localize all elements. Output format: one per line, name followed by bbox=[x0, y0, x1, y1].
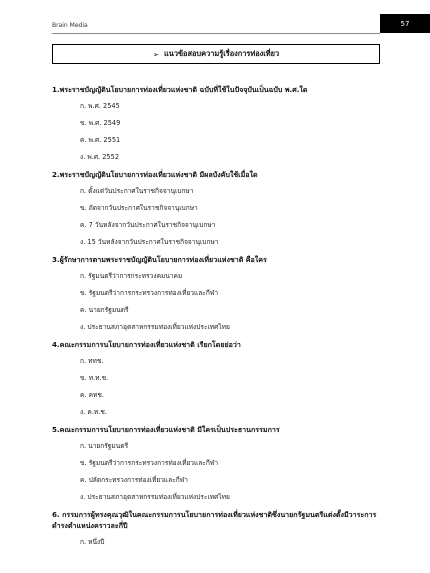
question-list bbox=[52, 84, 392, 554]
header-brand: Brain Media bbox=[52, 22, 88, 29]
question-3-option-a: ก. รัฐมนตรีว่าการกระทรวงคมนาคม bbox=[80, 272, 183, 280]
question-5-option-b: ข. รัฐมนตรีว่าการกระทรวงการท่องเที่ยวและกีฬา bbox=[80, 459, 219, 467]
question-1-option-a: ก. พ.ศ. 2545 bbox=[80, 102, 120, 110]
question-2: 2.พระราชบัญญัตินโยบายการท่องเที่ยวแห่งชาติ มีผลบังคับใช้เมื่อใด bbox=[52, 170, 258, 179]
question-1-option-d: ง. พ.ศ. 2552 bbox=[80, 153, 120, 161]
question-4-option-b: ข. ท.ท.ช. bbox=[80, 374, 109, 382]
page-number-badge bbox=[380, 14, 430, 33]
question-1-option-b: ข. พ.ศ. 2549 bbox=[80, 119, 121, 127]
question-5: 5.คณะกรรมการนโยบายการท่องเที่ยวแห่งชาติ มีใครเป็นประธานกรรมการ bbox=[52, 425, 280, 434]
question-3: 3.ผู้รักษาการตามพระราชบัญญัตินโยบายการท่องเที่ยวแห่งชาติ คือใคร bbox=[52, 255, 267, 264]
question-3-option-b: ข. รัฐมนตรีว่าการกระทรวงการท่องเที่ยวและกีฬา bbox=[80, 289, 219, 297]
page-number: 57 bbox=[400, 19, 410, 28]
question-2-option-a: ก. ตั้งแต่วันประกาศในราชกิจจานุเบกษา bbox=[80, 187, 194, 195]
question-3-option-c: ค. นายกรัฐมนตรี bbox=[80, 306, 129, 314]
question-4-option-a: ก. ททช. bbox=[80, 357, 104, 365]
question-4-option-d: ง. ค.ท.ช. bbox=[80, 408, 107, 416]
section-title-box bbox=[52, 44, 380, 64]
question-6-option-a: ก. หนึ่งปี bbox=[80, 538, 105, 546]
section-title: แนวข้อสอบความรู้เรื่องการท่องเที่ยว bbox=[164, 49, 280, 58]
question-5-option-d: ง. ประธานสภาอุตสาหกรรมท่องเที่ยวแห่งประเทศไทย bbox=[80, 493, 230, 501]
question-6: 6. กรรมการผู้ทรงคุณวุฒิในคณะกรรมการนโยบายการท่องเที่ยวแห่งชาติซึ่งนายกรัฐมนตรีแต่งตั้งมีวาระการดำรงตำแหน่งคราวละกี่ปี bbox=[52, 510, 377, 530]
question-4: 4.คณะกรรมการนโยบายการท่องเที่ยวแห่งชาติ เรียกโดยย่อว่า bbox=[52, 340, 241, 349]
question-1: 1.พระราชบัญญัตินโยบายการท่องเที่ยวแห่งชาติ ฉบับที่ใช้ในปัจจุบันเป็นฉบับ พ.ศ.ใด bbox=[52, 85, 308, 94]
question-2-option-b: ข. ถัดจากวันประกาศในราชกิจจานุเบกษา bbox=[80, 204, 198, 212]
arrow-icon: ➢ bbox=[152, 49, 160, 59]
header-divider bbox=[52, 33, 380, 34]
question-4-option-c: ค. คทช. bbox=[80, 391, 104, 399]
question-5-option-a: ก. นายกรัฐมนตรี bbox=[80, 442, 129, 450]
question-1-option-c: ค. พ.ศ. 2551 bbox=[80, 136, 121, 144]
question-5-option-c: ค. ปลัดกระทรวงการท่องเที่ยวและกีฬา bbox=[80, 476, 188, 484]
question-2-option-c: ค. 7 วันหลังจากวันประกาศในราชกิจจานุเบกษา bbox=[80, 221, 216, 229]
question-2-option-d: ง. 15 วันหลังจากวันประกาศในราชกิจจานุเบกษา bbox=[80, 238, 219, 246]
question-3-option-d: ง. ประธานสภาอุตสาหกรรมท่องเที่ยวแห่งประเทศไทย bbox=[80, 323, 230, 331]
